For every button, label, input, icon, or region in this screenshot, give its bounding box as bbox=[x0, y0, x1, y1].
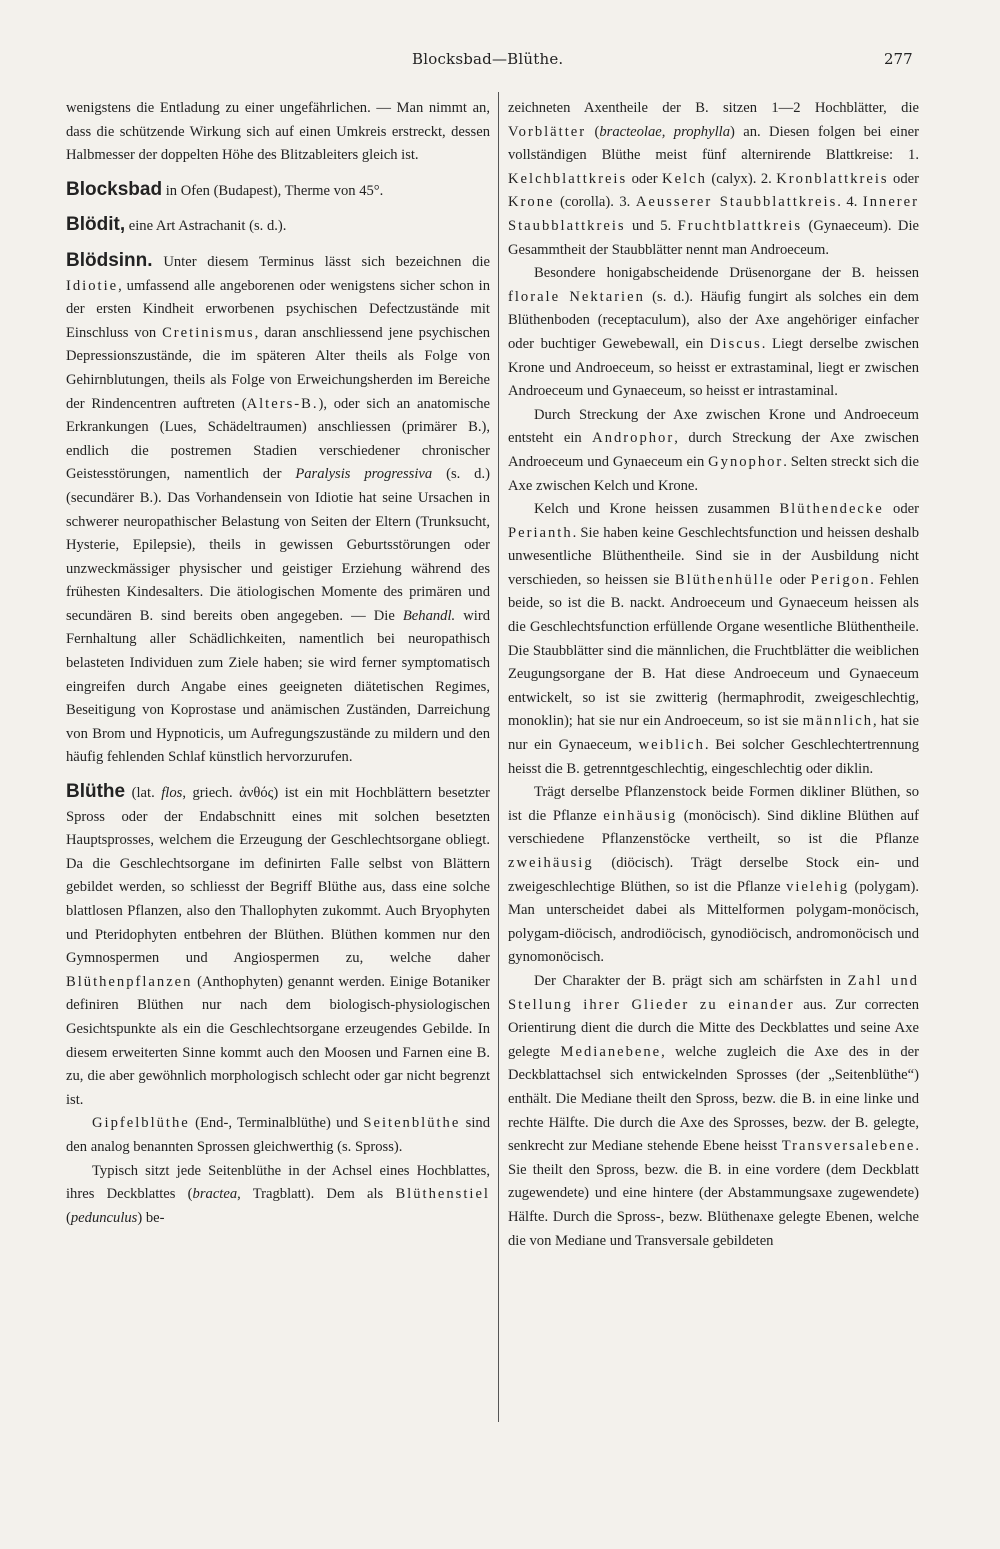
paragraph-gipfelbluethe bbox=[66, 1112, 490, 1159]
text: ) be- bbox=[137, 1209, 165, 1226]
paragraph-einhaeusig bbox=[508, 781, 919, 970]
text: . Fehlen beide, so ist die B. nackt. Androeceum und Gynaeceum heissen als die Geschlechtsfunction erfüllende Organe wesentliche Blüthentheile. Die Staubblätter sind die männlichen, die Fruchtblätter die weiblichen Zeugungsorgane der B. Hat diese Androeceum und Gynaeceum entwickelt, so ist sie zwitterig (hermaphrodit, zweigeschlechtig, monoklin); hat sie nur ein Androeceum, so ist sie bbox=[508, 571, 919, 730]
text: (Anthophyten) genannt werden. Einige Botaniker definiren Blüthen nur nach dem biologisch-physiologischen Gesichtspunkte als ein die Geschlechtsorgane erzeugendes Gebilde. In diesem erweiterten Sinne kommt auch den Moosen und Farnen eine B. zu, die aber gewöhnlich morphologisch schlecht oder gar nicht begrenzt ist. bbox=[66, 973, 490, 1108]
paragraph-androphor bbox=[508, 404, 919, 498]
text: Unter diesem Terminus lässt sich bezeichnen die bbox=[152, 253, 490, 270]
text: Besondere honigabscheidende Drüsenorgane der B. heissen bbox=[534, 265, 919, 282]
paragraph-perianth bbox=[508, 498, 919, 781]
spaced-term: Blüthenstiel bbox=[395, 1186, 490, 1203]
text: . Liegt derselbe zwischen Krone und Androeceum, so heisst er extrastaminal, liegt er zwischen Androeceum und Gynaeceum, so heisst er intrastaminal. bbox=[508, 335, 920, 400]
text: aus. Zur correcten Orientirung dient die durch die Mitte des Deckblattes und seine Axe gelegte bbox=[508, 996, 920, 1060]
spaced-term: Perianth bbox=[508, 524, 573, 541]
text: , griech. ἀνθός) ist ein mit Hochblättern besetzter Spross oder der Endabschnitt eines mit solchen besetzten Hauptsprosses, welchem die Erzeugung der Geschlechtsorgane obliegt. Da die Geschlechtsorgane im definirten Falle selbst von Blättern gebildet werden, so schliesst der Begriff Blüthe aus, dass eine solche blattlosen Pflanzen, also den Thallophyten zukommt. Auch Bryophyten und Pteridophyten entbehren der Blüthen. Blüthen kommen nur den Gymnospermen und Angiospermen zu, welche daher bbox=[66, 785, 490, 967]
text: . Sie haben keine Geschlechtsfunction und heissen deshalb unwesentliche Blüthentheile. Sind sie in der Ausbildung nicht verschieden, so heissen sie bbox=[508, 524, 919, 588]
spaced-term: vielehig bbox=[786, 878, 850, 895]
text: (calyx). 2. bbox=[706, 170, 777, 187]
text: oder bbox=[883, 501, 919, 518]
headword-bluethe: Blüthe bbox=[66, 781, 126, 803]
spaced-term: Cretinismus bbox=[162, 324, 255, 341]
italic-term: bractea bbox=[192, 1186, 238, 1203]
text: (Gynaeceum). Die Gesammtheit der Staubblätter nennt man Androeceum. bbox=[508, 217, 919, 258]
italic-term: flos bbox=[161, 785, 183, 802]
entry-bluethe bbox=[66, 780, 490, 1112]
text: zeichneten Axentheile der B. sitzen 1—2 Hochblätter, die bbox=[508, 100, 919, 116]
text: (diöcisch). Trägt derselbe Stock ein- und zweigeschlechtige Blüthen, so ist die Pflanze bbox=[508, 855, 919, 895]
page-number: 277 bbox=[884, 50, 913, 68]
spaced-term: Seitenblüthe bbox=[363, 1115, 461, 1132]
spaced-term: Idiotie bbox=[66, 277, 119, 294]
text: (s. d.). Häufig fungirt als solches ein dem Blüthenboden (receptaculum), also der Axe angehöriger einfacher oder buchtiger Gewebewall, ein bbox=[508, 288, 920, 352]
text: ( bbox=[586, 123, 600, 140]
spaced-term: Kelchblattkreis bbox=[508, 170, 628, 187]
paragraph-nektarien bbox=[508, 262, 919, 404]
text: und 5. bbox=[625, 217, 678, 234]
text: (s. d.) (secundärer B.). Das Vorhandensein von Idiotie hat seine Ursachen in schwerer neuropathischer Belastung von Seiten der Eltern (Trunksucht, Hysterie, Epilepsie), theils in gewissen Geburtsstörungen oder unzweckmässiger physischer und geistiger Erziehung während des frühesten Kindesalters. Die ätiologischen Momente des primären und secundären B. sind bereits oben angegeben. — Die bbox=[66, 466, 490, 624]
spaced-term: Alters-B. bbox=[246, 395, 319, 412]
spaced-term: Blüthenhülle bbox=[674, 571, 775, 588]
spaced-term: Vorblätter bbox=[508, 123, 587, 140]
spaced-term: Gynophor bbox=[708, 453, 784, 470]
text: Kelch und Krone heissen zusammen bbox=[534, 501, 780, 518]
entry-blocksbad bbox=[66, 178, 490, 204]
text: oder bbox=[627, 170, 663, 187]
text: , daran anschliessend jene psychischen Depressionszustände, die im späteren Alter theils als Folge von Gehirnblutungen, theils als Folge von Erweichungsherden im Bereiche der Rindencentren auftreten ( bbox=[66, 324, 491, 412]
spaced-term: Androphor bbox=[592, 430, 675, 447]
left-column bbox=[66, 97, 490, 1230]
running-head: Blocksbad—Blüthe. bbox=[412, 50, 564, 68]
spaced-term: weiblich bbox=[638, 737, 705, 754]
spaced-term: Transversalebene bbox=[781, 1138, 916, 1155]
italic-term: Behandl. bbox=[402, 607, 456, 624]
headword-bloedsinn: Blödsinn. bbox=[66, 249, 153, 271]
text: , hat sie nur ein Gynaeceum, bbox=[508, 713, 919, 754]
paragraph-charakter bbox=[508, 970, 919, 1253]
italic-term: Paralysis progressiva bbox=[295, 466, 433, 483]
spaced-term: Zahl und Stellung ihrer Glieder zu einander bbox=[508, 972, 919, 1013]
text: Trägt derselbe Pflanzenstock beide Formen dikliner Blüthen, so ist die Pflanze bbox=[508, 784, 919, 824]
italic-term: pedunculus bbox=[70, 1209, 138, 1226]
text: , durch Streckung der Axe zwischen Androeceum und Gynaeceum ein bbox=[508, 430, 919, 470]
spaced-term: Krone bbox=[508, 194, 555, 211]
headword-blocksbad: Blocksbad bbox=[66, 178, 163, 200]
text: oder bbox=[888, 170, 919, 187]
spaced-term: Fruchtblattkreis bbox=[677, 217, 803, 234]
text: (monöcisch). Sind dikline Blüthen auf verschiedene Pflanzenstöcke vertheilt, so ist die Pflanze bbox=[508, 807, 919, 848]
text: Durch Streckung der Axe zwischen Krone und Androeceum entsteht ein bbox=[508, 406, 919, 447]
spaced-term: Kelch bbox=[662, 170, 707, 187]
entry-bloedsinn bbox=[66, 249, 490, 770]
spaced-term: Kronblattkreis bbox=[776, 170, 889, 187]
column-divider bbox=[498, 92, 499, 1422]
text: , Tragblatt). Dem als bbox=[237, 1186, 396, 1203]
spaced-term: florale Nektarien bbox=[508, 288, 645, 305]
text: . 4. bbox=[837, 194, 863, 211]
text: oder bbox=[774, 571, 811, 588]
paragraph-typisch bbox=[66, 1160, 490, 1231]
spaced-term: Blüthendecke bbox=[779, 501, 884, 518]
text: ) an. Diesen folgen bei einer vollständigen Blüthe meist fünf alternirende Blattkreise: 1. bbox=[508, 123, 919, 164]
paragraph-vorblaetter bbox=[508, 97, 919, 262]
entry-text: eine Art Astrachanit (s. d.). bbox=[125, 218, 287, 235]
entry-bloedit bbox=[66, 213, 490, 239]
entry-text: in Ofen (Budapest), Therme von 45°. bbox=[162, 182, 384, 199]
text: , welche zugleich die Axe des in der Deckblattachsel sich entwickelnden Sprosses (der „Seitenblüthe“) enthält. Die Mediane theilt den Spross, bezw. die B. in eine linke und rechte Hälfte. Die durch die Axe des Sprosses, bezw. der B. gelegte, senkrecht zur Mediane stehende Ebene heisst bbox=[508, 1043, 919, 1155]
text: sind den analog benannten Sprossen gleichwerthig (s. Spross). bbox=[66, 1115, 490, 1155]
spaced-term: Perigon bbox=[810, 571, 871, 588]
text: Typisch sitzt jede Seitenblüthe in der Achsel eines Hochblattes, ihres Deckblattes ( bbox=[66, 1162, 490, 1203]
spaced-term: zweihäusig bbox=[508, 855, 594, 871]
italic-term: bracteolae, prophylla bbox=[599, 123, 730, 140]
text: ( bbox=[66, 1209, 71, 1226]
text: ), oder sich an anatomische Erkrankungen (Lues, Schädeltraumen) anschliessen (primärer B.), endlich die postremen Stadien verschiedener chronischer Geistesstörungen, namentlich der bbox=[66, 395, 490, 483]
text: . Bei solcher Geschlechtertrennung heisst die B. getrenntgeschlechtig, eingeschlechtig oder diklin. bbox=[508, 737, 919, 777]
spaced-term: Innerer Staubblattkreis bbox=[508, 194, 919, 234]
text: (polygam). Man unterscheidet dabei als Mittelformen polygam-monöcisch, polygam-diöcisch, androdiöcisch, gynodiöcisch, andromonöcisch und gynomonöcisch. bbox=[508, 878, 919, 966]
text: (End-, Terminalblüthe) und bbox=[189, 1115, 364, 1132]
text: wird Fernhaltung aller Schädlichkeiten, namentlich bei neuropathisch belasteten Individuen zum Ziele haben; sie wird ferner symptomatisch eingreifen durch Angabe eines geeigneten diätetischen Regimes, Beseitigung von Koprostase und anämischen Zuständen, Darreichung von Brom und Hypnoticis, um Aufregungszustände zu mildern und den häufig fehlenden Schlaf künstlich hervorzurufen. bbox=[66, 607, 490, 766]
text: Der Charakter der B. prägt sich am schärfsten in bbox=[534, 972, 848, 989]
spaced-term: einhäusig bbox=[603, 807, 678, 824]
spaced-term: Discus bbox=[710, 335, 762, 352]
text: . Sie theilt den Spross, bezw. die B. in eine vordere (dem Deckblatt zugewendete) und eine hintere (der Abstammungsaxe zugewendete) Hälfte. Durch die Spross-, bezw. Blüthenaxe gelegte Ebenen, welche die von Mediane und Transversale gebildeten bbox=[508, 1138, 919, 1249]
text: . Selten streckt sich die Axe zwischen Kelch und Krone. bbox=[508, 453, 919, 494]
spaced-term: Blüthenpflanzen bbox=[66, 973, 193, 990]
text: (lat. bbox=[125, 785, 162, 802]
spaced-term: Gipfelblüthe bbox=[92, 1115, 190, 1132]
right-column bbox=[508, 97, 919, 1253]
text: (corolla). 3. bbox=[554, 194, 636, 211]
spaced-term: männlich bbox=[802, 713, 873, 730]
text: , umfassend alle angeborenen oder wenigstens sicher schon in der ersten Kindheit erworbenen psychischen Defectzustände mit Einschluss von bbox=[66, 277, 490, 341]
paragraph-intro: wenigstens die Entladung zu einer ungefährlichen. — Man nimmt an, dass die schützende Wirkung sich auf einen Umkreis erstreckt, dessen Halbmesser der doppelten Höhe des Blitzableiters gleich ist. bbox=[66, 100, 490, 164]
spaced-term: Aeusserer Staubblattkreis bbox=[635, 194, 838, 211]
headword-bloedit: Blödit, bbox=[66, 214, 126, 236]
spaced-term: Medianebene bbox=[560, 1043, 662, 1060]
